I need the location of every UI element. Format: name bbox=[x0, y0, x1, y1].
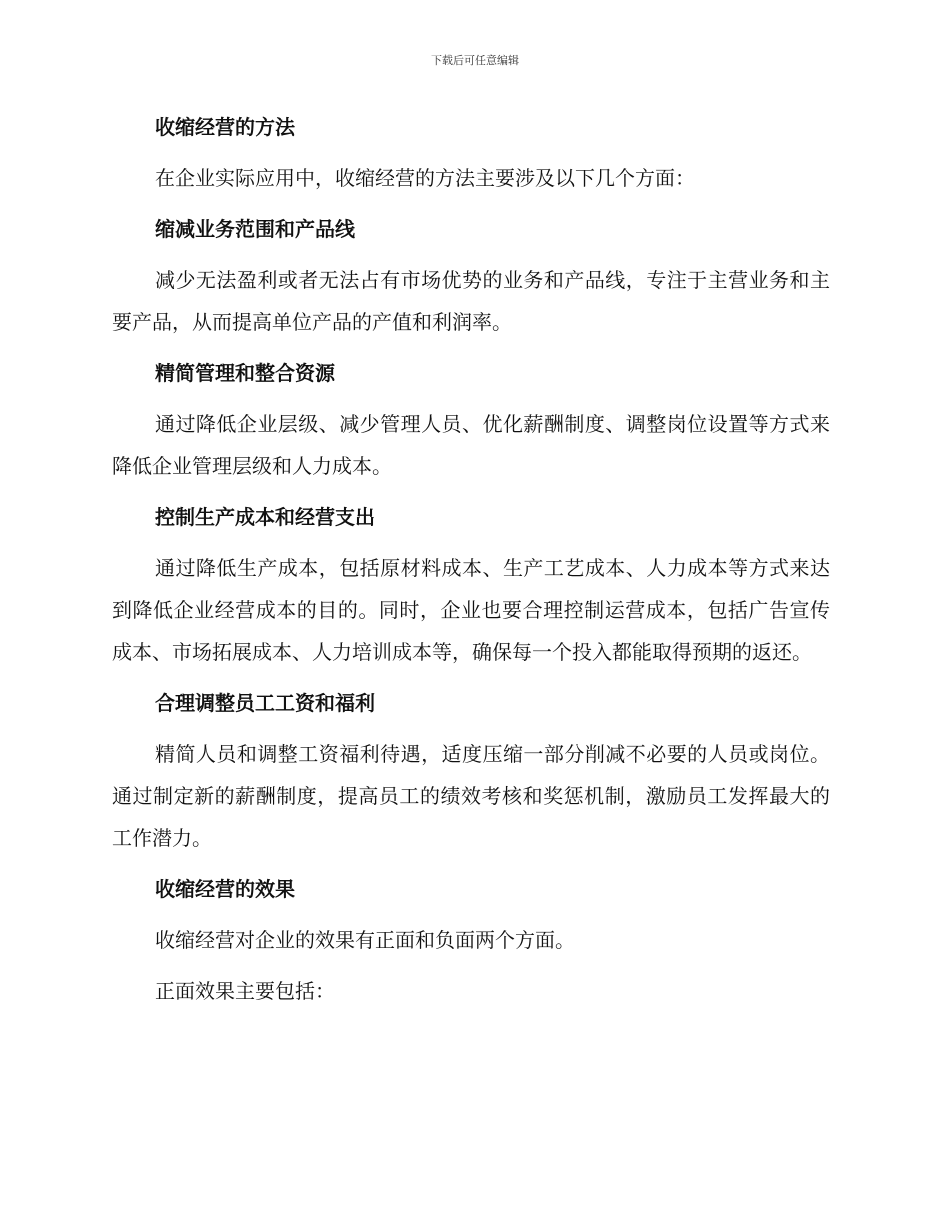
paragraph-methods-intro: 在企业实际应用中，收缩经营的方法主要涉及以下几个方面： bbox=[155, 166, 695, 190]
paragraph-positive-effects: 正面效果主要包括： bbox=[155, 979, 335, 1003]
section-heading-adjust-wages: 合理调整员工工资和福利 bbox=[155, 691, 375, 715]
paragraph-streamline-management: 通过降低企业层级、减少管理人员、优化薪酬制度、调整岗位设置等方式来降低企业管理层级和人力成本。 bbox=[112, 412, 830, 478]
section-heading-effects: 收缩经营的效果 bbox=[155, 877, 295, 901]
document-body bbox=[112, 106, 830, 1021]
paragraph-reduce-scope: 减少无法盈利或者无法占有市场优势的业务和产品线，专注于主营业务和主要产品，从而提高单位产品的产值和利润率。 bbox=[112, 268, 830, 334]
paragraph-control-costs: 通过降低生产成本，包括原材料成本、生产工艺成本、人力成本等方式来达到降低企业经营成本的目的。同时，企业也要合理控制运营成本，包括广告宣传成本、市场拓展成本、人力培训成本等，确保每一个投入都能取得预期的返还。 bbox=[112, 556, 830, 664]
paragraph-effects-intro: 收缩经营对企业的效果有正面和负面两个方面。 bbox=[155, 928, 575, 952]
paragraph-adjust-wages: 精简人员和调整工资福利待遇，适度压缩一部分削减不必要的人员或岗位。通过制定新的薪酬制度，提高员工的绩效考核和奖惩机制，激励员工发挥最大的工作潜力。 bbox=[112, 742, 830, 850]
section-heading-reduce-scope: 缩减业务范围和产品线 bbox=[155, 217, 355, 241]
page-header: 下载后可任意编辑 bbox=[431, 54, 519, 67]
section-heading-methods: 收缩经营的方法 bbox=[155, 115, 295, 139]
section-heading-control-costs: 控制生产成本和经营支出 bbox=[155, 505, 375, 529]
section-heading-streamline-management: 精简管理和整合资源 bbox=[155, 361, 335, 385]
